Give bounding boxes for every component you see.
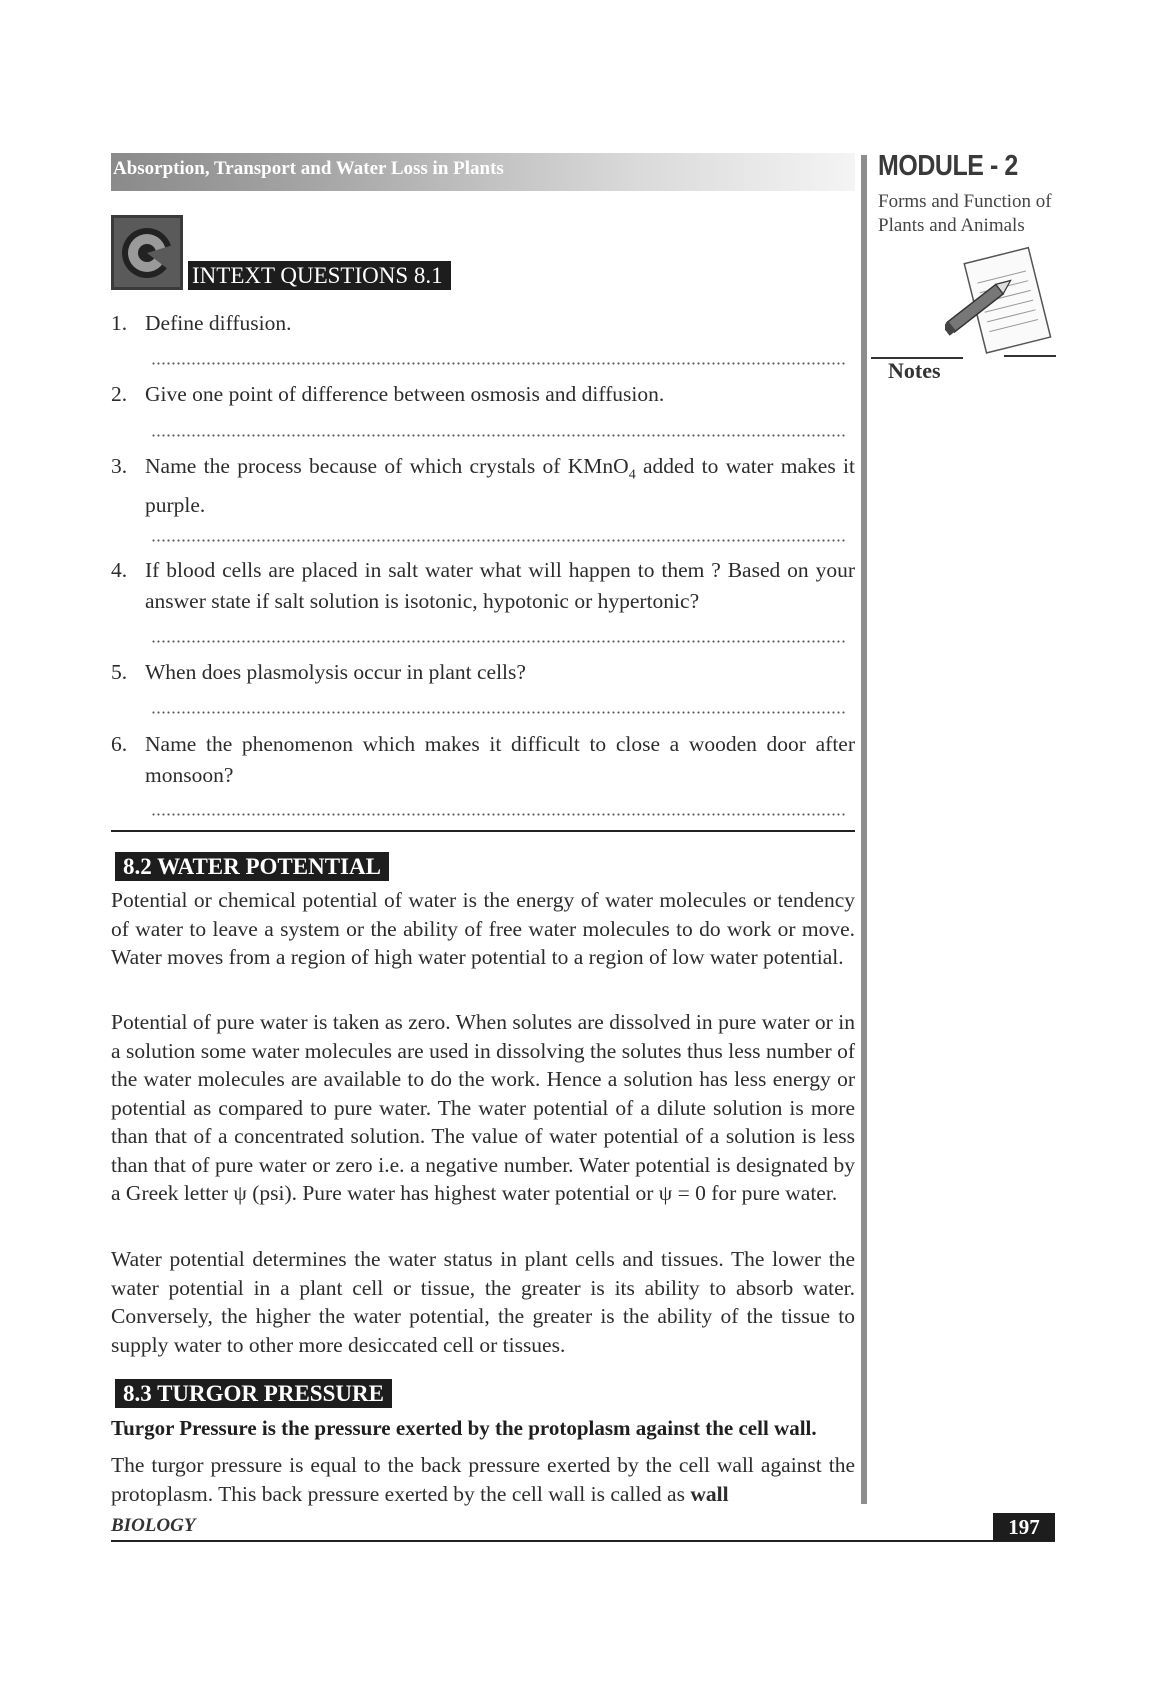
question-number: 5.	[111, 660, 128, 684]
question-text-part: added to water makes it purple.	[145, 454, 855, 518]
notepad-pencil-icon	[945, 243, 1055, 368]
question-3	[111, 451, 855, 521]
question-5	[111, 657, 855, 688]
footer-subject: BIOLOGY	[111, 1515, 196, 1536]
module-subtitle-line2: Plants and Animals	[878, 215, 1025, 236]
footer-rule	[111, 1540, 1055, 1542]
question-number: 4.	[111, 558, 128, 582]
intext-questions-title: INTEXT QUESTIONS 8.1	[188, 261, 451, 290]
question-text	[145, 451, 855, 521]
running-header	[111, 153, 855, 191]
question-text-part: Name the process because of which crystals of KMnO	[145, 454, 629, 478]
paragraph: Potential or chemical potential of water is the energy of water molecules or tendency of water to leave a system or the ability of free water molecules to do work or move. Water moves from a region of high water potential to a region of low water potential.	[111, 888, 855, 969]
question-text: Give one point of difference between osmosis and diffusion.	[145, 382, 665, 406]
question-6	[111, 729, 855, 791]
question-number: 6.	[111, 732, 128, 756]
notes-rule-right	[1004, 355, 1056, 357]
module-subtitle-line1: Forms and Function of	[878, 191, 1052, 212]
definition: Turgor Pressure is the pressure exerted by the protoplasm against the cell wall.	[111, 1416, 817, 1440]
notes-label: Notes	[888, 358, 941, 383]
paragraph	[111, 1451, 855, 1508]
module-subtitle	[878, 190, 1058, 238]
question-number: 3.	[111, 454, 128, 478]
question-number: 2.	[111, 382, 128, 406]
question-2	[111, 379, 855, 410]
answer-line	[151, 813, 846, 816]
question-text: Define diffusion.	[145, 311, 292, 335]
section-title-water-potential: 8.2 WATER POTENTIAL	[113, 852, 389, 881]
paragraph-text: The turgor pressure is equal to the back pressure exerted by the cell wall against the protoplasm. This back pressure exerted by the cell wall is called as	[111, 1453, 855, 1506]
section-divider	[111, 830, 855, 832]
subscript: 4	[628, 467, 636, 483]
answer-line	[151, 539, 846, 542]
answer-line	[151, 640, 846, 643]
question-mark-icon	[111, 215, 183, 290]
section-title-turgor-pressure: 8.3 TURGOR PRESSURE	[113, 1379, 392, 1408]
question-text: Name the phenomenon which makes it difficult to close a wooden door after monsoon?	[145, 732, 855, 787]
paragraph: Potential of pure water is taken as zero. When solutes are dissolved in pure water or in a solution some water molecules are used in dissolving the solutes thus less number of the water molecules are available to do the work. Hence a solution has less energy or potential as compared to pure water. The water potential of a dilute solution is more than that of a concentrated solution. The value of water potential of a solution is less than that of pure water or zero i.e. a negative number. Water potential is designated by a Greek letter ψ (psi). Pure water has highest water potential or ψ = 0 for pure water.	[111, 1010, 855, 1205]
margin-rule	[861, 155, 867, 1504]
paragraph: Water potential determines the water status in plant cells and tissues. The lower the water potential in a plant cell or tissue, the greater is its ability to absorb water. Conversely, the higher the water potential, the greater is the ability of the tissue to supply water to other more desiccated cell or tissues.	[111, 1247, 855, 1357]
paragraph-bold-term: wall	[690, 1481, 729, 1506]
answer-line	[151, 434, 846, 437]
answer-line	[151, 711, 846, 714]
question-text: If blood cells are placed in salt water what will happen to them ? Based on your answer state if salt solution is isotonic, hypotonic or hypertonic?	[145, 558, 855, 613]
answer-line	[151, 362, 846, 365]
module-title: MODULE - 2	[878, 150, 1018, 182]
question-number: 1.	[111, 311, 128, 335]
question-text: When does plasmolysis occur in plant cells?	[145, 660, 526, 684]
page-number: 197	[993, 1513, 1055, 1541]
running-header-title: Absorption, Transport and Water Loss in Plants	[113, 158, 504, 179]
question-1	[111, 308, 855, 339]
question-4	[111, 555, 855, 617]
